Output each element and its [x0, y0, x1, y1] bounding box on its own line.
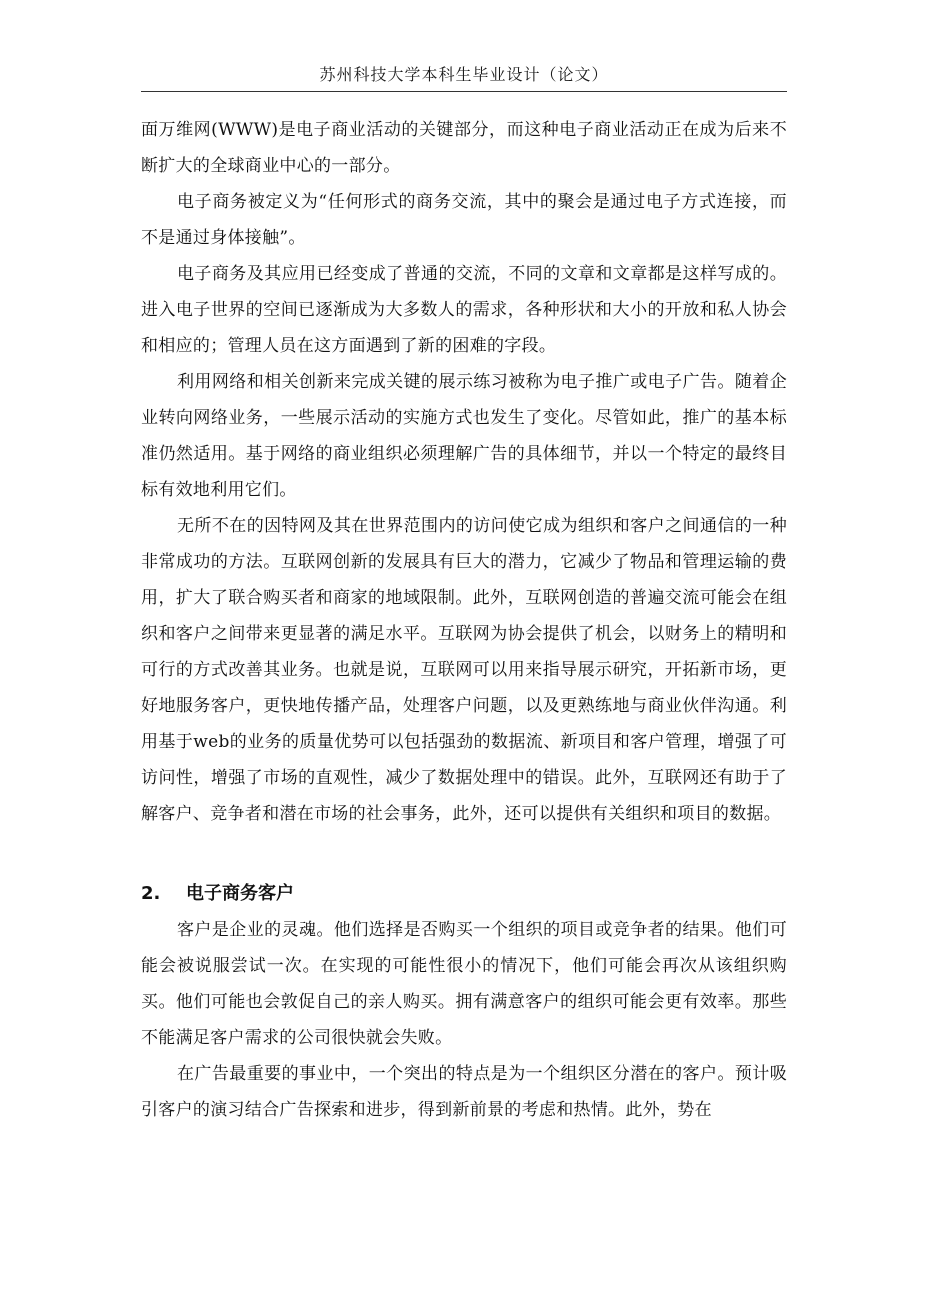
running-header: 苏州科技大学本科生毕业设计（论文） — [319, 65, 609, 84]
paragraph: 电子商务被定义为“任何形式的商务交流，其中的聚会是通过电子方式连接，而不是通过身体接触”。 — [141, 192, 787, 248]
section-heading — [141, 876, 787, 912]
paragraph: 利用网络和相关创新来完成关键的展示练习被称为电子推广或电子广告。随着企业转向网络业务，一些展示活动的实施方式也发生了变化。尽管如此，推广的基本标准仍然适用。基于网络的商业组织必须理解广告的具体细节，并以一个特定的最终目标有效地利用它们。 — [141, 372, 787, 500]
section-title: 电子商务客户 — [186, 883, 294, 904]
body-text — [141, 112, 787, 1128]
header-divider — [141, 91, 787, 92]
paragraph: 客户是企业的灵魂。他们选择是否购买一个组织的项目或竞争者的结果。他们可能会被说服尝试一次。在实现的可能性很小的情况下，他们可能会再次从该组织购买。他们可能也会敦促自己的亲人购买。拥有满意客户的组织可能会更有效率。那些不能满足客户需求的公司很快就会失败。 — [141, 920, 787, 1048]
paragraph: 在广告最重要的事业中，一个突出的特点是为一个组织区分潜在的客户。预计吸引客户的演习结合广告探索和进步，得到新前景的考虑和热情。此外，势在 — [141, 1064, 787, 1120]
section-number: 2. — [141, 883, 161, 904]
paragraph: 面万维网(WWW)是电子商业活动的关键部分，而这种电子商业活动正在成为后来不断扩大的全球商业中心的一部分。 — [141, 120, 787, 176]
paragraph: 电子商务及其应用已经变成了普通的交流，不同的文章和文章都是这样写成的。进入电子世界的空间已逐渐成为大多数人的需求，各种形状和大小的开放和私人协会和相应的；管理人员在这方面遇到了新的困难的字段。 — [141, 264, 787, 356]
paragraph: 无所不在的因特网及其在世界范围内的访问使它成为组织和客户之间通信的一种非常成功的方法。互联网创新的发展具有巨大的潜力，它减少了物品和管理运输的费用，扩大了联合购买者和商家的地域限制。此外，互联网创造的普遍交流可能会在组织和客户之间带来更显著的满足水平。互联网为协会提供了机会，以财务上的精明和可行的方式改善其业务。也就是说，互联网可以用来指导展示研究，开拓新市场，更好地服务客户，更快地传播产品，处理客户问题，以及更熟练地与商业伙伴沟通。利用基于web的业务的质量优势可以包括强劲的数据流、新项目和客户管理，增强了可访问性，增强了市场的直观性，减少了数据处理中的错误。此外，互联网还有助于了解客户、竞争者和潜在市场的社会事务，此外，还可以提供有关组织和项目的数据。 — [141, 516, 787, 824]
